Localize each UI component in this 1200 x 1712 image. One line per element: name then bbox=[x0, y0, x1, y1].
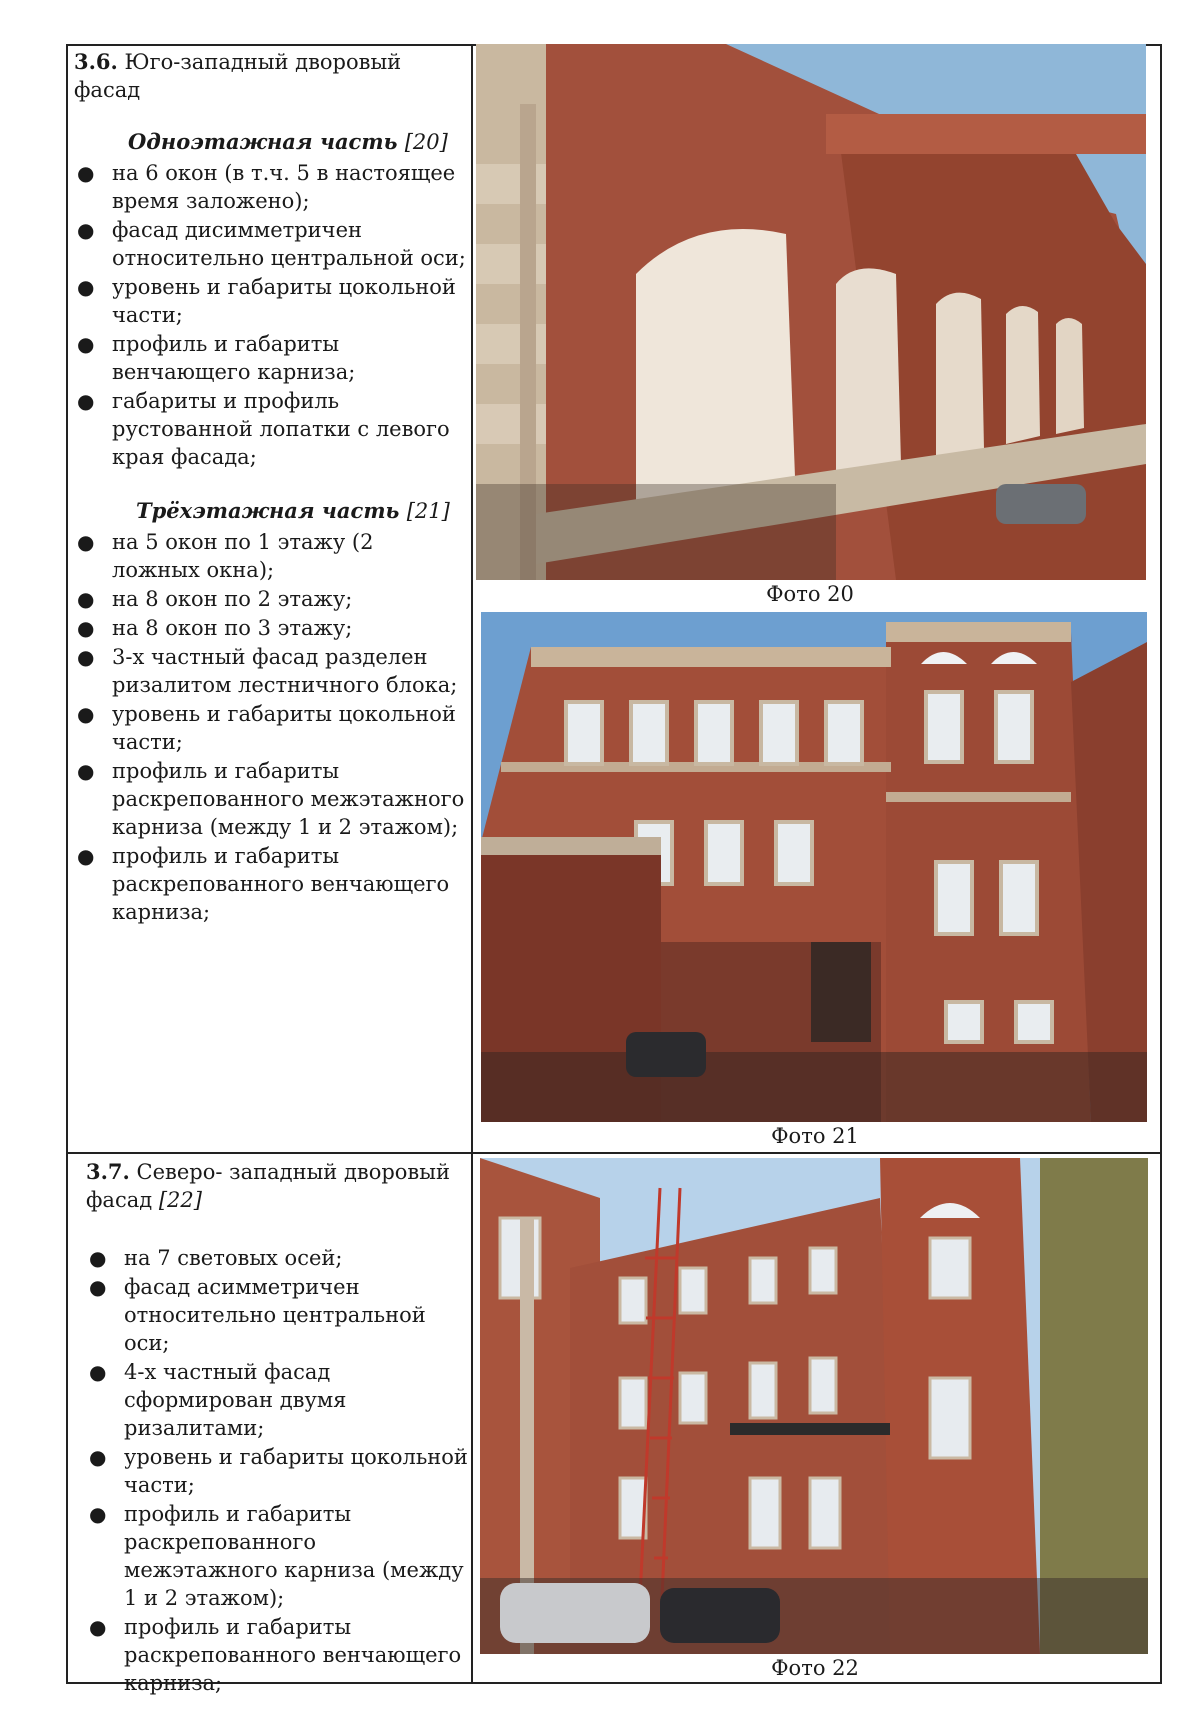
photo-20-caption: Фото 20 bbox=[766, 582, 854, 606]
list-item: ● профиль и габариты раскрепованного венчающего карниза; bbox=[77, 844, 450, 924]
section-3-7-text bbox=[86, 1158, 470, 1698]
section-3-6-heading bbox=[74, 48, 466, 104]
bullet-icon: ● bbox=[89, 1502, 107, 1526]
list-item: ● фасад дисимметричен относительно центральной оси; bbox=[77, 218, 466, 270]
list-item: ● фасад асимметричен относительно центральной оси; bbox=[89, 1275, 426, 1355]
list-item: ● уровень и габариты цокольной части; bbox=[77, 702, 456, 754]
list-item: ● уровень и габариты цокольной части; bbox=[77, 275, 456, 327]
bullet-icon: ● bbox=[77, 275, 95, 299]
photo-21-caption: Фото 21 bbox=[771, 1124, 859, 1148]
list-item: ● 3-х частный фасад разделен ризалитом лестничного блока; bbox=[77, 645, 458, 697]
section-3-6-number: 3.6. bbox=[74, 49, 118, 74]
one-story-ref: [20] bbox=[404, 130, 448, 154]
bullet-icon: ● bbox=[89, 1246, 107, 1270]
list-item: ● на 8 окон по 2 этажу; bbox=[77, 587, 353, 611]
three-story-heading bbox=[136, 497, 466, 525]
section-3-6-text bbox=[74, 48, 466, 927]
photo-21 bbox=[481, 612, 1147, 1122]
list-item: ● габариты и профиль рустованной лопатки с левого края фасада; bbox=[77, 389, 450, 469]
one-story-heading bbox=[128, 128, 466, 156]
bullet-icon: ● bbox=[77, 389, 95, 413]
list-item: ● на 8 окон по 3 этажу; bbox=[77, 616, 353, 640]
section-3-7-title: Северо- западный дворовый фасад bbox=[86, 1160, 450, 1212]
section-3-7-heading bbox=[86, 1158, 470, 1214]
section-3-7-list bbox=[86, 1244, 470, 1697]
bullet-icon: ● bbox=[89, 1445, 107, 1469]
one-story-list bbox=[74, 159, 466, 471]
list-item: ● на 7 световых осей; bbox=[89, 1246, 343, 1270]
bullet-icon: ● bbox=[77, 218, 95, 242]
section-3-6-title: Юго-западный дворовый фасад bbox=[74, 50, 402, 102]
list-item: ● профиль и габариты раскрепованного венчающего карниза; bbox=[89, 1615, 462, 1695]
list-item: ● уровень и габариты цокольной части; bbox=[89, 1445, 468, 1497]
list-item: ● на 6 окон (в т.ч. 5 в настоящее время заложено); bbox=[77, 161, 456, 213]
photo-22 bbox=[480, 1158, 1148, 1654]
bullet-icon: ● bbox=[77, 844, 95, 868]
one-story-heading-text: Одноэтажная часть bbox=[128, 129, 398, 154]
section-3-7-ref: [22] bbox=[158, 1188, 202, 1212]
list-item: ● профиль и габариты венчающего карниза; bbox=[77, 332, 356, 384]
three-story-list bbox=[74, 528, 466, 926]
photo-20 bbox=[476, 44, 1146, 580]
bullet-icon: ● bbox=[77, 587, 95, 611]
bullet-icon: ● bbox=[89, 1615, 107, 1639]
bullet-icon: ● bbox=[89, 1360, 107, 1384]
table-border-left bbox=[66, 44, 68, 1684]
table-row-divider bbox=[66, 1152, 1162, 1154]
three-story-ref: [21] bbox=[406, 499, 450, 523]
bullet-icon: ● bbox=[77, 702, 95, 726]
photo-22-caption: Фото 22 bbox=[771, 1656, 859, 1680]
bullet-icon: ● bbox=[77, 645, 95, 669]
list-item: ● профиль и габариты раскрепованного межэтажного карниза (между 1 и 2 этажом); bbox=[89, 1502, 464, 1610]
table-column-divider bbox=[471, 44, 473, 1684]
bullet-icon: ● bbox=[77, 759, 95, 783]
bullet-icon: ● bbox=[77, 161, 95, 185]
section-3-7-number: 3.7. bbox=[86, 1159, 130, 1184]
bullet-icon: ● bbox=[89, 1275, 107, 1299]
bullet-icon: ● bbox=[77, 332, 95, 356]
list-item: ● профиль и габариты раскрепованного межэтажного карниза (между 1 и 2 этажом); bbox=[77, 759, 465, 839]
list-item: ● 4-х частный фасад сформирован двумя ризалитами; bbox=[89, 1360, 347, 1440]
bullet-icon: ● bbox=[77, 530, 95, 554]
table-border-right bbox=[1160, 44, 1162, 1684]
bullet-icon: ● bbox=[77, 616, 95, 640]
three-story-heading-text: Трёхэтажная часть bbox=[136, 498, 400, 523]
list-item: ● на 5 окон по 1 этажу (2 ложных окна); bbox=[77, 530, 374, 582]
